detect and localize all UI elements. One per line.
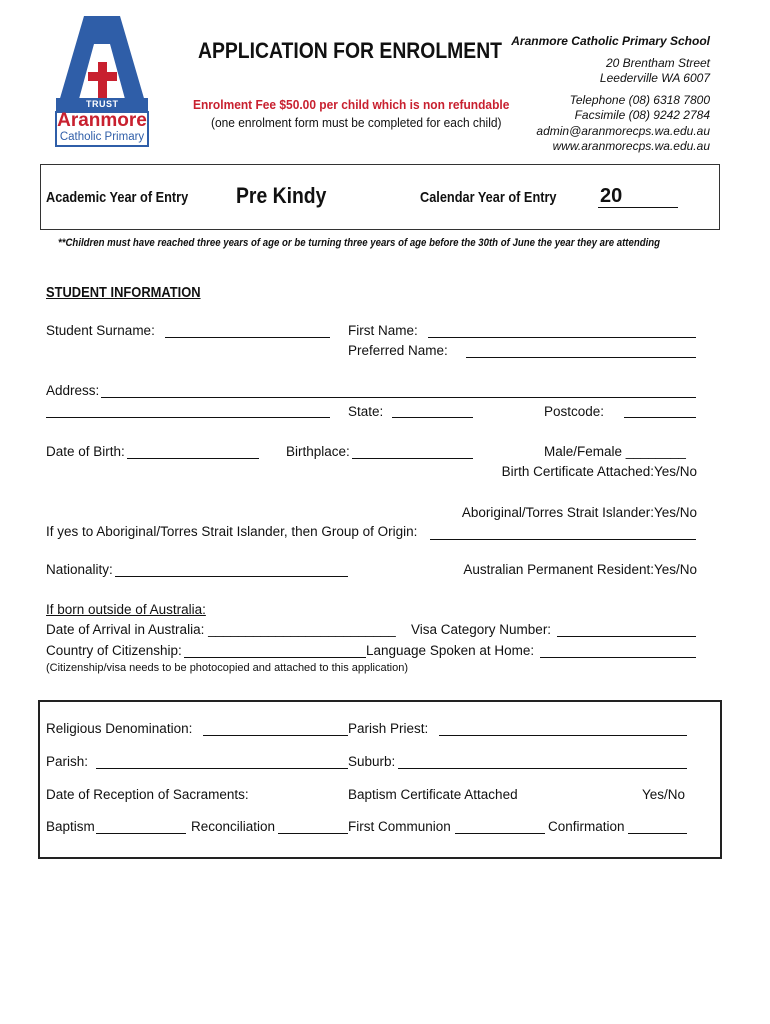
arrival-date-label-text: Date of Arrival in Australia xyxy=(46,622,201,637)
group-origin-label: If yes to Aboriginal/Torres Strait Islander, then Group of Origin: xyxy=(46,524,418,539)
group-origin-field[interactable] xyxy=(430,539,696,540)
visa-field[interactable] xyxy=(557,636,696,637)
language-field[interactable] xyxy=(540,657,696,658)
preferred-name-field[interactable] xyxy=(466,357,696,358)
arrival-date-field[interactable]: : _________________________ xyxy=(200,622,396,637)
birthplace-field[interactable] xyxy=(352,458,473,459)
first-name-field[interactable] xyxy=(428,337,696,338)
calendar-year-value: 20 xyxy=(600,185,623,207)
baptism-field[interactable] xyxy=(96,833,186,834)
arrival-date-label xyxy=(46,622,396,637)
denomination-field[interactable] xyxy=(203,735,348,736)
student-info-heading: STUDENT INFORMATION xyxy=(46,284,201,301)
enrolment-fee-note: (one enrolment form must be completed for each child) xyxy=(211,115,502,130)
parish-priest-field[interactable] xyxy=(439,735,687,736)
aboriginal-status[interactable]: Aboriginal/Torres Strait Islander:Yes/No xyxy=(461,505,697,520)
school-contact xyxy=(511,34,710,155)
reconciliation-field[interactable] xyxy=(278,833,348,834)
gender-field[interactable]: Male/Female ________ xyxy=(544,444,686,459)
address-label: Address: xyxy=(46,383,100,398)
confirmation-field[interactable] xyxy=(628,833,687,834)
confirmation-label: Confirmation xyxy=(548,819,625,834)
school-suburb: Leederville WA 6007 xyxy=(599,71,710,85)
reconciliation-label: Reconciliation xyxy=(191,819,276,834)
school-logo xyxy=(50,14,154,148)
first-communion-label: First Communion xyxy=(348,819,451,834)
parish-field[interactable] xyxy=(96,768,348,769)
school-email: admin@aranmorecps.wa.edu.au xyxy=(536,123,710,138)
permanent-resident-status[interactable]: Australian Permanent Resident:Yes/No xyxy=(463,562,697,577)
nationality-label: Nationality: xyxy=(46,562,113,577)
postcode-field[interactable] xyxy=(624,417,696,418)
surname-field[interactable] xyxy=(165,337,330,338)
state-field[interactable] xyxy=(392,417,473,418)
language-label: Language Spoken at Home: xyxy=(366,643,535,658)
baptism-label: Baptism xyxy=(46,819,95,834)
state-label: State: xyxy=(348,404,384,419)
dob-field[interactable] xyxy=(127,458,259,459)
preferred-name-label: Preferred Name: xyxy=(348,343,448,358)
logo-school-name: Aranmore xyxy=(57,110,147,131)
page-title: APPLICATION FOR ENROLMENT xyxy=(198,38,503,63)
school-street: 20 Brentham Street xyxy=(605,55,710,70)
school-facsimile: Facsimile (08) 9242 2784 xyxy=(574,108,710,122)
citizenship-field[interactable] xyxy=(184,657,366,658)
calendar-year-field[interactable] xyxy=(598,207,678,208)
postcode-label: Postcode: xyxy=(544,404,605,419)
parish-priest-label: Parish Priest: xyxy=(348,721,429,736)
age-requirement-note: **Children must have reached three years of age or be turning three years of age before the 30th of June the year they are attending xyxy=(58,237,661,249)
school-name: Aranmore Catholic Primary School xyxy=(511,34,710,48)
calendar-year-label: Calendar Year of Entry xyxy=(420,189,557,206)
birthplace-label: Birthplace: xyxy=(286,444,350,459)
birth-certificate-attached[interactable]: Birth Certificate Attached:Yes/No xyxy=(501,464,697,479)
academic-year-label: Academic Year of Entry xyxy=(46,189,189,206)
surname-label: Student Surname: xyxy=(46,323,155,338)
logo-school-sub: Catholic Primary xyxy=(59,131,145,143)
first-name-label: First Name: xyxy=(348,323,418,338)
academic-year-value: Pre Kindy xyxy=(236,183,327,208)
enrolment-fee: Enrolment Fee $50.00 per child which is non refundable xyxy=(193,97,510,112)
visa-label: Visa Category Number: xyxy=(411,622,552,637)
address-field-line1[interactable] xyxy=(101,397,696,398)
logo-trust-text: TRUST xyxy=(86,99,119,109)
address-field-line2[interactable] xyxy=(46,417,330,418)
baptism-certificate-label: Baptism Certificate Attached xyxy=(348,787,518,802)
denomination-label: Religious Denomination: xyxy=(46,721,193,736)
photocopy-note: (Citizenship/visa needs to be photocopied and attached to this application) xyxy=(46,662,409,674)
parish-label: Parish: xyxy=(46,754,89,769)
dob-label: Date of Birth: xyxy=(46,444,125,459)
sacraments-label: Date of Reception of Sacraments: xyxy=(46,787,249,802)
school-telephone: Telephone (08) 6318 7800 xyxy=(569,92,710,107)
religion-suburb-label: Suburb: xyxy=(348,754,396,769)
nationality-field[interactable] xyxy=(115,576,348,577)
first-communion-field[interactable] xyxy=(455,833,545,834)
citizenship-label: Country of Citizenship: xyxy=(46,643,182,658)
baptism-certificate-yes-no[interactable]: Yes/No xyxy=(642,787,686,802)
school-website: www.aranmorecps.wa.edu.au xyxy=(552,139,710,153)
born-outside-heading: If born outside of Australia: xyxy=(46,602,206,617)
religion-suburb-field[interactable] xyxy=(398,768,687,769)
